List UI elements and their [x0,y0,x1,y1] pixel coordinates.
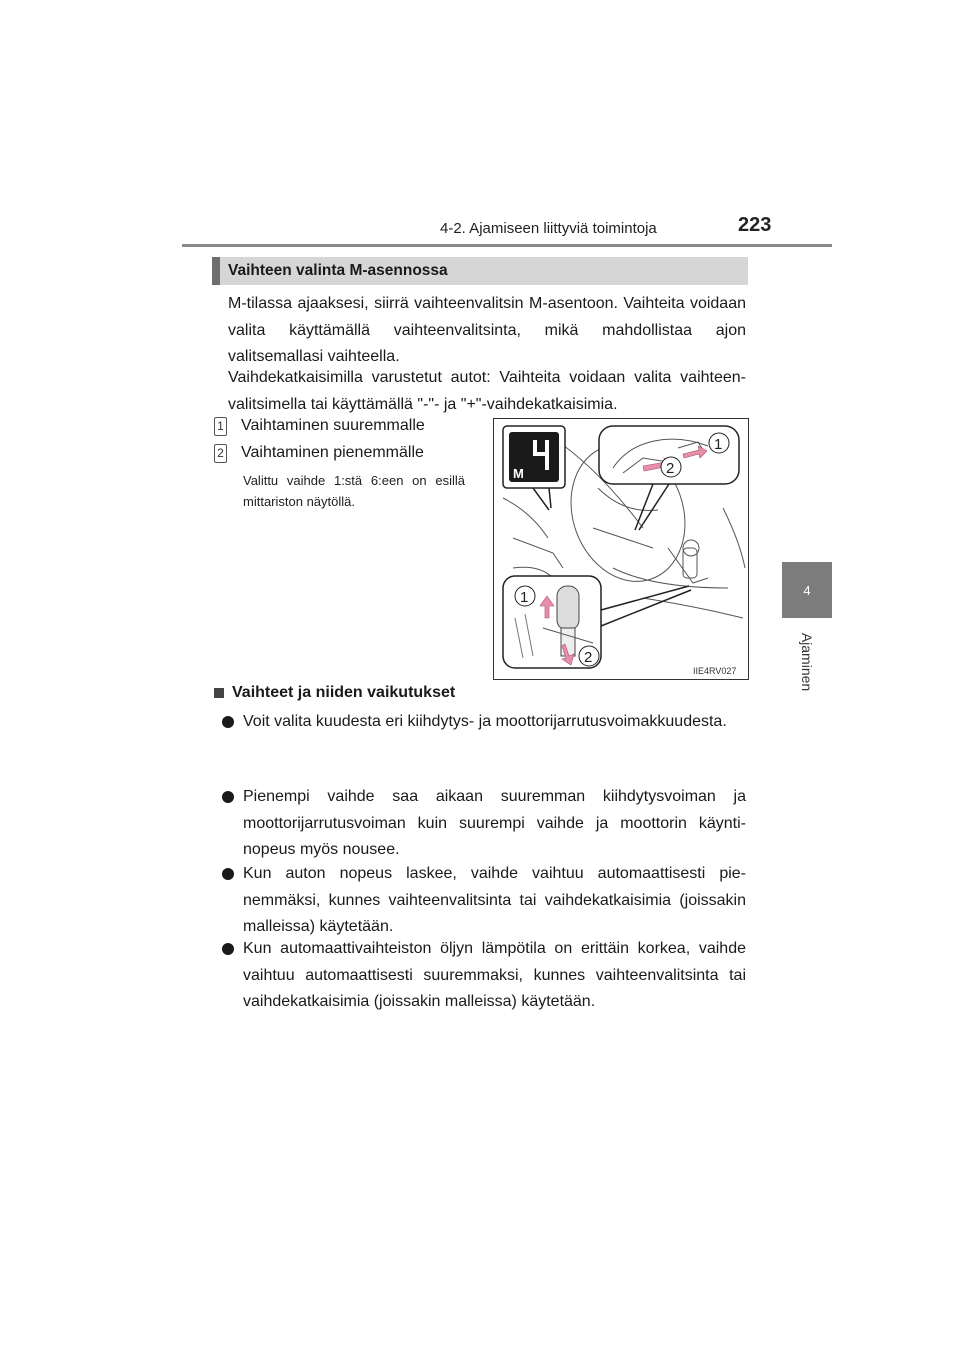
page-number: 223 [738,214,772,236]
number-badge: 1 [214,417,227,436]
bullet-dot-icon [222,868,234,880]
section-heading: Vaihteen valinta M-asennossa [212,257,748,285]
subsection-heading [214,684,455,702]
number-badge: 2 [214,444,227,463]
header-divider [182,244,832,247]
bullet-text: Kun automaattivaihteiston öljyn lämpötila on erittäin korkea, vaihde vaihtuu automaattisesti suuremmaksi, kunnes vaihteenvalitsinta tai vaihdekatkaisimia (joissakin malleissa) käytetään. [243,940,746,1010]
bullet-dot-icon [222,943,234,955]
callout-number: 1 [520,589,529,606]
square-bullet-icon [214,688,224,698]
numbered-item-upshift [214,415,425,437]
bullet-item [243,861,746,941]
subsection-title: Vaihteet ja niiden vaikutukset [232,684,456,701]
callout-number: 1 [714,436,723,453]
display-letter: M [513,466,524,481]
bullet-item [243,936,746,1016]
callout-number: 2 [584,649,593,666]
running-header-title: 4-2. Ajamiseen liittyviä toimintoja [440,220,657,237]
numbered-item-label: Vaihtaminen suuremmalle [241,417,425,434]
bullet-text: Pienempi vaihde saa aikaan suuremman kiihdytysvoiman ja moottorijarrutusvoiman kuin suurempi vaihde ja moottorin käyntinopeus myös nousee. [243,788,746,858]
intro-paragraph: M-tilassa ajaaksesi, siirrä vaihteenvalitsin M-asentoon. Vaihteita voidaan valita käyttämällä vaihteenvalitsinta, mikä mahdollistaa ajon valitsemallasi vaihteella. [228,295,746,365]
bullet-text: Kun auton nopeus laskee, vaihde vaihtuu automaattisesti pienemmäksi, kunnes vaihteenvalitsinta tai vaihdekatkaisimia (joissakin malleissa) käytetään. [243,865,746,935]
bullet-dot-icon [222,716,234,728]
gear-display-note: Valittu vaihde 1:stä 6:een on esillä mittariston näytöllä. [243,473,465,509]
figure-code: IIE4RV027 [693,666,737,676]
chapter-tab [782,562,832,618]
chapter-label [793,630,821,694]
numbered-item-downshift [214,442,424,464]
callout-number: 2 [666,460,675,477]
numbered-item-label: Vaihtaminen pienemmälle [241,444,424,461]
chapter-number: 4 [803,582,811,598]
paddle-shift-paragraph: Vaihdekatkaisimilla varustetut autot: Vaihteita voidaan valita vaihteenvalitsimella tai käyttämällä "-"- ja "+"-vaihdekatkaisimia. [228,369,746,413]
bullet-item [243,784,746,864]
bullet-text: Voit valita kuudesta eri kiihdytys- ja moottorijarrutusvoimakkuudesta. [243,713,727,730]
bullet-item [243,709,746,736]
shift-illustration [493,418,749,680]
bullet-dot-icon [222,791,234,803]
chapter-label-text: Ajaminen [799,632,815,692]
